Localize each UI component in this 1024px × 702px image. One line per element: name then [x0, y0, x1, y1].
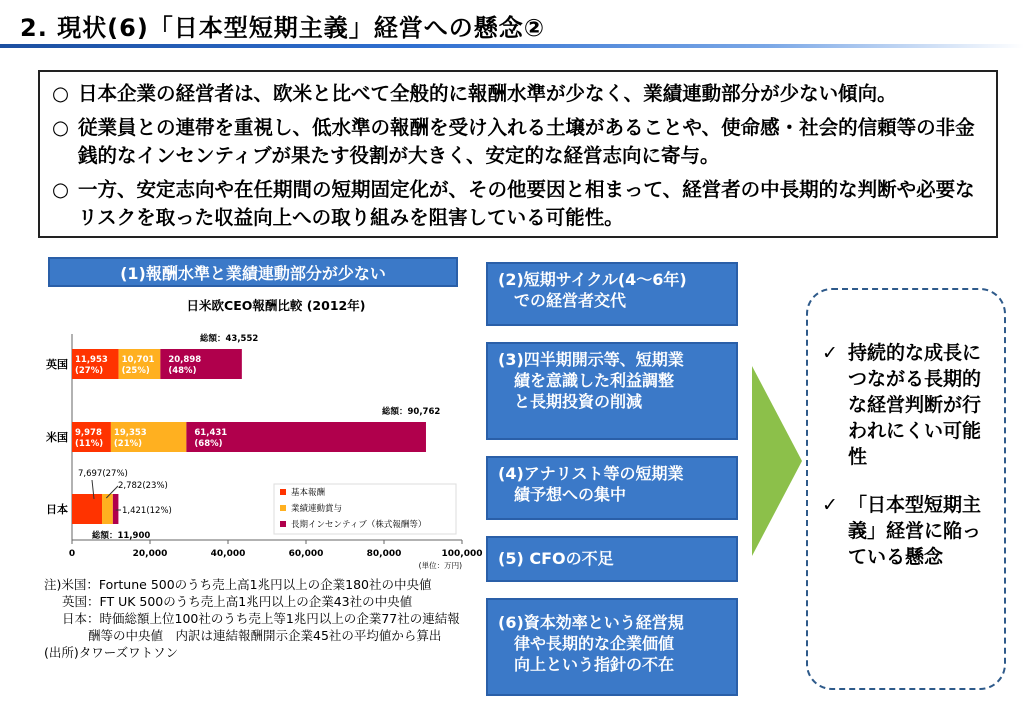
bar-segment — [113, 494, 119, 524]
checkmark-icon: ✓ — [822, 494, 838, 516]
unit-label: (単位：万円) — [418, 561, 462, 570]
source-line: (出所)タワーズワトソン — [44, 645, 179, 660]
data-label: (68%) — [194, 439, 223, 449]
total-label: 総額：90,762 — [382, 407, 441, 417]
summary-item — [52, 176, 986, 232]
factor-line: (2)短期サイクル(4～6年) — [498, 270, 687, 289]
data-label: (27%) — [75, 366, 104, 376]
x-tick-label: 0 — [68, 549, 76, 559]
factor-line: (6)資本効率という経営規 — [498, 613, 684, 632]
data-label: (21%) — [113, 439, 143, 449]
summary-item — [52, 114, 986, 170]
legend-swatch — [280, 505, 286, 511]
data-label: (48%) — [168, 366, 197, 376]
legend-swatch — [280, 521, 286, 527]
category-label: 英国 — [46, 358, 68, 371]
legend-label: 業績連動賞与 — [291, 504, 343, 514]
x-tick-label: 60,000 — [288, 549, 324, 559]
factor-line: と長期投資の削減 — [498, 392, 643, 411]
chevron-right-arrow-icon — [752, 366, 802, 556]
legend-label: 長期インセンティブ（株式報酬等） — [291, 520, 427, 530]
note-line: 酬等の中央値 内訳は連結報酬開示企業45社の平均値から算出 — [88, 628, 442, 643]
ceo-pay-chart — [44, 294, 483, 584]
summary-item — [52, 80, 986, 108]
bar-segment — [72, 494, 102, 524]
summary-text: 日本企業の経営者は、欧米と比べて全般的に報酬水準が少なく、業績連動部分が少ない傾向。 — [78, 82, 897, 105]
data-label: 10,701 — [121, 355, 155, 365]
category-label: 米国 — [46, 431, 68, 444]
circle-bullet: ○ — [52, 82, 70, 105]
chart-notes — [44, 576, 460, 661]
category-label: 日本 — [46, 503, 68, 516]
section-heading-compensation: (1)報酬水準と業績連動部分が少ない — [48, 257, 458, 287]
page-title: 2. 現状(6)「日本型短期主義」経営への懸念② — [20, 14, 546, 42]
factor-box-quarterly-disclosure — [486, 342, 738, 440]
data-label: 20,898 — [168, 355, 202, 365]
total-label: 総額：43,552 — [200, 334, 259, 344]
title-underline — [0, 44, 1024, 48]
factor-line: 向上という指針の不在 — [498, 655, 675, 674]
circle-bullet: ○ — [52, 116, 70, 139]
factor-line: (4)アナリスト等の短期業 — [498, 464, 684, 483]
factor-line: (5) CFOの不足 — [498, 549, 614, 568]
conclusion-item — [822, 492, 996, 570]
conclusion-text: 「日本型短期主義」経営に陥っている懸念 — [848, 494, 982, 568]
conclusion-box — [806, 288, 1006, 690]
conclusion-item — [822, 340, 996, 470]
conclusion-text: 持続的な成長につながる長期的な経営判断が行われにくい可能性 — [848, 342, 982, 468]
chart-title: 日米欧CEO報酬比較 (2012年) — [186, 298, 366, 313]
factor-box-analyst-forecast — [486, 456, 738, 520]
note-line: 英国：FT UK 500のうち売上高1兆円以上の企業43社の中央値 — [62, 594, 413, 609]
x-tick-label: 80,000 — [366, 549, 402, 559]
factor-box-ceo-turnover — [486, 262, 738, 326]
summary-text: 従業員との連帯を重視し、低水準の報酬を受け入れる土壌があることや、使命感・社会的信頼等の非金銭的なインセンティブが果たす役割が大きく、安定的な経営志向に寄与。 — [78, 116, 975, 167]
factor-line: 績予想への集中 — [498, 485, 627, 504]
checkmark-icon: ✓ — [822, 342, 838, 364]
factor-line: 律や長期的な企業価値 — [498, 634, 675, 653]
factor-line: 績を意識した利益調整 — [498, 371, 675, 390]
data-label: (25%) — [121, 366, 150, 376]
circle-bullet: ○ — [52, 178, 70, 201]
summary-text: 一方、安定志向や在任期間の短期固定化が、その他要因と相まって、経営者の中長期的な判断や必要なリスクを取った収益向上への取り組みを阻害している可能性。 — [78, 178, 975, 229]
data-label: 1,421(12%) — [122, 506, 172, 516]
data-label: 7,697(27%) — [78, 469, 128, 479]
total-label: 総額：11,900 — [92, 531, 151, 541]
x-tick-label: 100,000 — [441, 549, 483, 559]
factor-box-cfo-shortage — [486, 536, 738, 582]
summary-box — [38, 70, 998, 238]
factor-line: (3)四半期開示等、短期業 — [498, 350, 684, 369]
factor-line: での経営者交代 — [498, 291, 627, 310]
data-label: 9,978 — [75, 428, 102, 438]
legend-label: 基本報酬 — [291, 488, 326, 498]
x-tick-label: 20,000 — [132, 549, 168, 559]
note-line: 日本：時価総額上位100社のうち売上等1兆円以上の企業77社の連結報 — [62, 611, 460, 626]
data-label: 19,353 — [113, 428, 147, 438]
data-label: 11,953 — [75, 355, 108, 365]
legend-swatch — [280, 489, 286, 495]
factor-box-capital-efficiency — [486, 598, 738, 696]
data-label: 61,431 — [194, 428, 228, 438]
data-label: 2,782(23%) — [118, 481, 168, 491]
bar-segment — [102, 494, 113, 524]
x-tick-label: 40,000 — [210, 549, 246, 559]
data-label: (11%) — [75, 439, 104, 449]
note-line: 注)米国：Fortune 500のうち売上高1兆円以上の企業180社の中央値 — [44, 577, 432, 592]
